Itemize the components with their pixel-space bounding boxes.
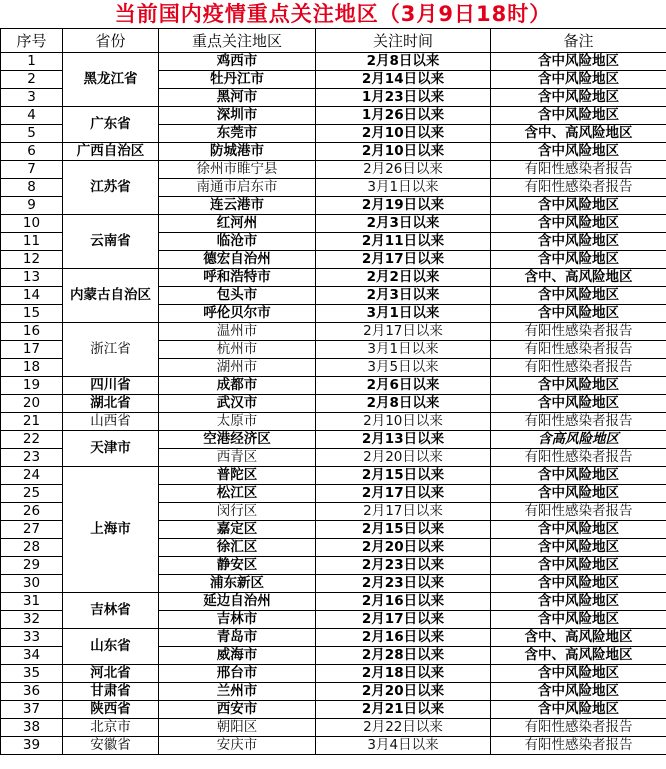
row-number: 17 <box>1 341 63 359</box>
time-cell: 3月1日以来 <box>316 305 491 323</box>
row-number: 14 <box>1 287 63 305</box>
time-cell: 2月17日以来 <box>316 611 491 629</box>
note-cell: 含中风险地区 <box>491 485 666 503</box>
row-number: 16 <box>1 323 63 341</box>
area-cell: 青岛市 <box>159 629 316 647</box>
time-cell: 2月16日以来 <box>316 593 491 611</box>
time-cell: 3月5日以来 <box>316 359 491 377</box>
note-cell: 含中风险地区 <box>491 215 666 233</box>
row-number: 33 <box>1 629 63 647</box>
table-row <box>1 143 666 161</box>
time-cell: 2月26日以来 <box>316 161 491 179</box>
table-row <box>1 737 666 755</box>
page-title: 当前国内疫情重点关注地区（3月9日18时） <box>114 2 552 26</box>
area-cell: 松江区 <box>159 485 316 503</box>
area-cell: 朝阳区 <box>159 719 316 737</box>
row-number: 29 <box>1 557 63 575</box>
row-number: 19 <box>1 377 63 395</box>
area-cell: 德宏自治州 <box>159 251 316 269</box>
time-cell: 2月22日以来 <box>316 719 491 737</box>
area-cell: 东莞市 <box>159 125 316 143</box>
province-cell: 江苏省 <box>63 161 159 215</box>
row-number: 22 <box>1 431 63 449</box>
row-number: 39 <box>1 737 63 755</box>
note-cell: 含中、高风险地区 <box>491 269 666 287</box>
table-row <box>1 413 666 431</box>
time-cell: 2月6日以来 <box>316 377 491 395</box>
area-cell: 延边自治州 <box>159 593 316 611</box>
time-cell: 2月23日以来 <box>316 575 491 593</box>
table-row <box>1 701 666 719</box>
row-number: 21 <box>1 413 63 431</box>
header-province: 省份 <box>63 29 159 53</box>
note-cell: 含中风险地区 <box>491 89 666 107</box>
table-row <box>1 323 666 341</box>
time-cell: 3月4日以来 <box>316 737 491 755</box>
row-number: 20 <box>1 395 63 413</box>
area-cell: 闵行区 <box>159 503 316 521</box>
area-cell: 呼和浩特市 <box>159 269 316 287</box>
table-body <box>1 53 666 755</box>
time-cell: 2月16日以来 <box>316 629 491 647</box>
area-cell: 黑河市 <box>159 89 316 107</box>
note-cell: 含中、高风险地区 <box>491 647 666 665</box>
area-cell: 包头市 <box>159 287 316 305</box>
area-cell: 成都市 <box>159 377 316 395</box>
header-note: 备注 <box>491 29 666 53</box>
time-cell: 3月1日以来 <box>316 341 491 359</box>
area-cell: 南通市启东市 <box>159 179 316 197</box>
note-cell: 含中风险地区 <box>491 53 666 71</box>
note-cell: 含中风险地区 <box>491 377 666 395</box>
note-cell: 有阳性感染者报告 <box>491 719 666 737</box>
area-cell: 太原市 <box>159 413 316 431</box>
row-number: 27 <box>1 521 63 539</box>
row-number: 32 <box>1 611 63 629</box>
area-cell: 杭州市 <box>159 341 316 359</box>
note-cell: 含中风险地区 <box>491 521 666 539</box>
note-cell: 含中风险地区 <box>491 701 666 719</box>
area-cell: 西青区 <box>159 449 316 467</box>
time-cell: 2月19日以来 <box>316 197 491 215</box>
table-row <box>1 107 666 125</box>
time-cell: 2月17日以来 <box>316 503 491 521</box>
note-cell: 含中风险地区 <box>491 233 666 251</box>
table-row <box>1 161 666 179</box>
time-cell: 2月17日以来 <box>316 251 491 269</box>
province-cell: 广西自治区 <box>63 143 159 161</box>
time-cell: 2月18日以来 <box>316 665 491 683</box>
area-cell: 兰州市 <box>159 683 316 701</box>
table-row <box>1 665 666 683</box>
area-cell: 鸡西市 <box>159 53 316 71</box>
time-cell: 2月21日以来 <box>316 701 491 719</box>
province-cell: 安徽省 <box>63 737 159 755</box>
area-cell: 威海市 <box>159 647 316 665</box>
area-cell: 防城港市 <box>159 143 316 161</box>
time-cell: 2月8日以来 <box>316 53 491 71</box>
province-cell: 北京市 <box>63 719 159 737</box>
time-cell: 2月10日以来 <box>316 125 491 143</box>
province-cell: 陕西省 <box>63 701 159 719</box>
area-cell: 深圳市 <box>159 107 316 125</box>
row-number: 6 <box>1 143 63 161</box>
table-row <box>1 377 666 395</box>
note-cell: 含中风险地区 <box>491 593 666 611</box>
row-number: 5 <box>1 125 63 143</box>
province-cell: 吉林省 <box>63 593 159 629</box>
row-number: 25 <box>1 485 63 503</box>
note-cell: 含中风险地区 <box>491 305 666 323</box>
row-number: 24 <box>1 467 63 485</box>
province-cell: 黑龙江省 <box>63 53 159 107</box>
province-cell: 上海市 <box>63 467 159 593</box>
province-cell: 内蒙古自治区 <box>63 269 159 323</box>
row-number: 2 <box>1 71 63 89</box>
note-cell: 含中风险地区 <box>491 539 666 557</box>
area-cell: 温州市 <box>159 323 316 341</box>
time-cell: 2月15日以来 <box>316 467 491 485</box>
table-row <box>1 629 666 647</box>
note-cell: 含中风险地区 <box>491 251 666 269</box>
row-number: 35 <box>1 665 63 683</box>
time-cell: 2月17日以来 <box>316 485 491 503</box>
area-cell: 嘉定区 <box>159 521 316 539</box>
row-number: 4 <box>1 107 63 125</box>
row-number: 1 <box>1 53 63 71</box>
area-cell: 普陀区 <box>159 467 316 485</box>
row-number: 28 <box>1 539 63 557</box>
table-row <box>1 719 666 737</box>
table-row <box>1 269 666 287</box>
note-cell: 有阳性感染者报告 <box>491 449 666 467</box>
time-cell: 3月1日以来 <box>316 179 491 197</box>
table-row <box>1 431 666 449</box>
time-cell: 2月15日以来 <box>316 521 491 539</box>
row-number: 12 <box>1 251 63 269</box>
note-cell: 含中风险地区 <box>491 143 666 161</box>
note-cell: 含中风险地区 <box>491 71 666 89</box>
note-cell: 含高风险地区 <box>491 431 666 449</box>
time-cell: 2月11日以来 <box>316 233 491 251</box>
table-row <box>1 215 666 233</box>
time-cell: 2月2日以来 <box>316 269 491 287</box>
table-row <box>1 467 666 485</box>
row-number: 36 <box>1 683 63 701</box>
province-cell: 山东省 <box>63 629 159 665</box>
area-cell: 安庆市 <box>159 737 316 755</box>
row-number: 15 <box>1 305 63 323</box>
province-cell: 天津市 <box>63 431 159 467</box>
area-cell: 武汉市 <box>159 395 316 413</box>
province-cell: 甘肃省 <box>63 683 159 701</box>
time-cell: 2月14日以来 <box>316 71 491 89</box>
area-cell: 邢台市 <box>159 665 316 683</box>
row-number: 23 <box>1 449 63 467</box>
time-cell: 2月13日以来 <box>316 431 491 449</box>
row-number: 37 <box>1 701 63 719</box>
area-cell: 牡丹江市 <box>159 71 316 89</box>
note-cell: 含中风险地区 <box>491 557 666 575</box>
row-number: 11 <box>1 233 63 251</box>
note-cell: 含中风险地区 <box>491 611 666 629</box>
row-number: 8 <box>1 179 63 197</box>
row-number: 7 <box>1 161 63 179</box>
time-cell: 2月3日以来 <box>316 287 491 305</box>
row-number: 38 <box>1 719 63 737</box>
note-cell: 含中风险地区 <box>491 467 666 485</box>
row-number: 34 <box>1 647 63 665</box>
time-cell: 2月10日以来 <box>316 413 491 431</box>
table-row <box>1 53 666 71</box>
time-cell: 2月20日以来 <box>316 683 491 701</box>
province-cell: 湖北省 <box>63 395 159 413</box>
row-number: 31 <box>1 593 63 611</box>
header-no: 序号 <box>1 29 63 53</box>
province-cell: 浙江省 <box>63 323 159 377</box>
time-cell: 1月23日以来 <box>316 89 491 107</box>
note-cell: 有阳性感染者报告 <box>491 341 666 359</box>
area-cell: 连云港市 <box>159 197 316 215</box>
time-cell: 2月20日以来 <box>316 449 491 467</box>
note-cell: 含中、高风险地区 <box>491 629 666 647</box>
area-cell: 空港经济区 <box>159 431 316 449</box>
note-cell: 有阳性感染者报告 <box>491 503 666 521</box>
row-number: 18 <box>1 359 63 377</box>
area-cell: 浦东新区 <box>159 575 316 593</box>
area-cell: 湖州市 <box>159 359 316 377</box>
time-cell: 2月17日以来 <box>316 323 491 341</box>
note-cell: 含中风险地区 <box>491 683 666 701</box>
note-cell: 有阳性感染者报告 <box>491 359 666 377</box>
row-number: 9 <box>1 197 63 215</box>
time-cell: 1月26日以来 <box>316 107 491 125</box>
province-cell: 河北省 <box>63 665 159 683</box>
province-cell: 四川省 <box>63 377 159 395</box>
note-cell: 有阳性感染者报告 <box>491 179 666 197</box>
note-cell: 有阳性感染者报告 <box>491 161 666 179</box>
province-cell: 山西省 <box>63 413 159 431</box>
note-cell: 含中风险地区 <box>491 575 666 593</box>
area-cell: 静安区 <box>159 557 316 575</box>
time-cell: 2月3日以来 <box>316 215 491 233</box>
table-row <box>1 395 666 413</box>
focus-areas-table <box>0 28 666 755</box>
row-number: 10 <box>1 215 63 233</box>
area-cell: 红河州 <box>159 215 316 233</box>
province-cell: 广东省 <box>63 107 159 143</box>
province-cell: 云南省 <box>63 215 159 269</box>
time-cell: 2月10日以来 <box>316 143 491 161</box>
time-cell: 2月28日以来 <box>316 647 491 665</box>
header-area: 重点关注地区 <box>159 29 316 53</box>
area-cell: 徐州市睢宁县 <box>159 161 316 179</box>
note-cell: 有阳性感染者报告 <box>491 323 666 341</box>
area-cell: 徐汇区 <box>159 539 316 557</box>
row-number: 13 <box>1 269 63 287</box>
area-cell: 西安市 <box>159 701 316 719</box>
note-cell: 有阳性感染者报告 <box>491 413 666 431</box>
table-row <box>1 683 666 701</box>
area-cell: 吉林市 <box>159 611 316 629</box>
area-cell: 临沧市 <box>159 233 316 251</box>
header-row <box>1 29 666 53</box>
note-cell: 含中风险地区 <box>491 395 666 413</box>
note-cell: 含中、高风险地区 <box>491 125 666 143</box>
row-number: 3 <box>1 89 63 107</box>
row-number: 30 <box>1 575 63 593</box>
note-cell: 含中风险地区 <box>491 287 666 305</box>
note-cell: 有阳性感染者报告 <box>491 737 666 755</box>
note-cell: 含中风险地区 <box>491 665 666 683</box>
area-cell: 呼伦贝尔市 <box>159 305 316 323</box>
time-cell: 2月23日以来 <box>316 557 491 575</box>
time-cell: 2月20日以来 <box>316 539 491 557</box>
note-cell: 含中风险地区 <box>491 107 666 125</box>
time-cell: 2月8日以来 <box>316 395 491 413</box>
note-cell: 含中风险地区 <box>491 197 666 215</box>
row-number: 26 <box>1 503 63 521</box>
header-time: 关注时间 <box>316 29 491 53</box>
table-row <box>1 593 666 611</box>
